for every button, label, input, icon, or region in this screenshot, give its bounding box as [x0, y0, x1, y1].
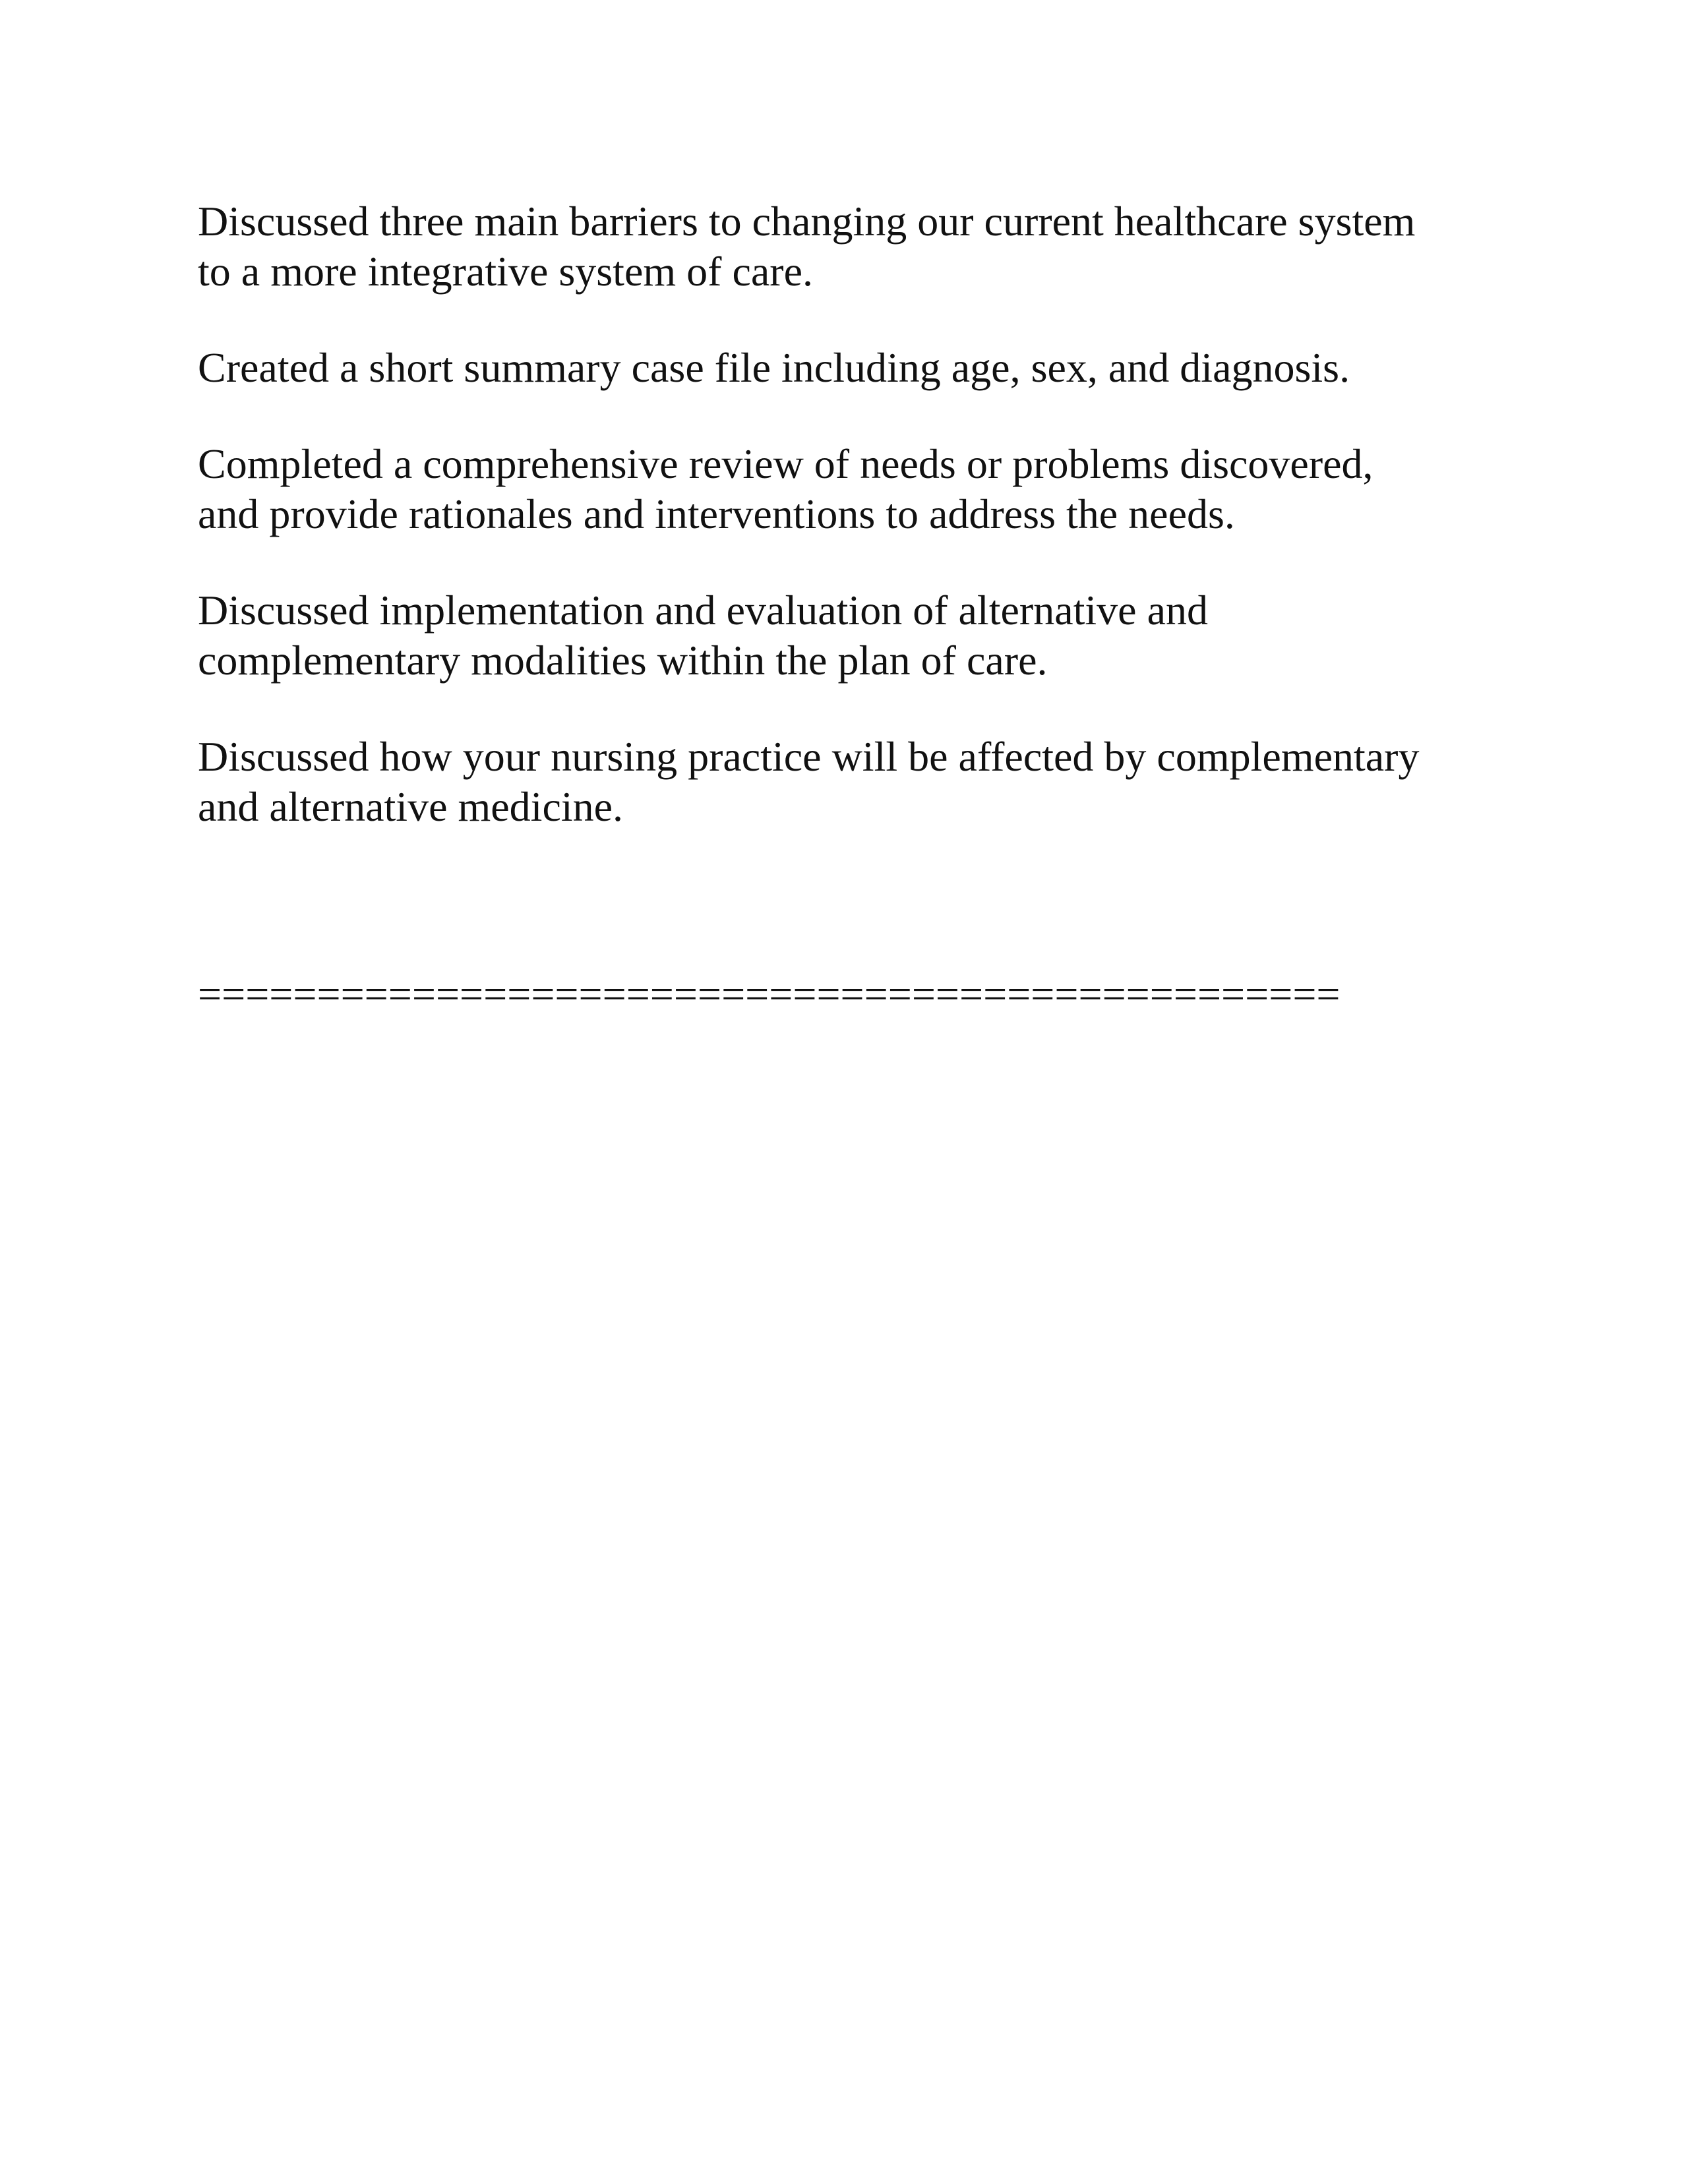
text-line: Completed a comprehensive review of needs or problems discovered,	[198, 440, 1373, 487]
paragraph-nursing-practice	[198, 732, 1517, 832]
text-line: Discussed implementation and evaluation of alternative and	[198, 587, 1208, 634]
paragraph-barriers	[198, 196, 1517, 297]
text-line: complementary modalities within the plan of care.	[198, 637, 1048, 684]
separator-line: ================================================	[198, 970, 1341, 1017]
paragraph-implementation	[198, 585, 1517, 686]
paragraph-review	[198, 439, 1517, 539]
text-line: Discussed how your nursing practice will be affected by complementary	[198, 733, 1420, 780]
document-body	[198, 196, 1517, 1019]
text-line: Created a short summary case file including age, sex, and diagnosis.	[198, 344, 1350, 391]
text-line: Discussed three main barriers to changing our current healthcare system	[198, 198, 1416, 245]
text-line: and alternative medicine.	[198, 783, 624, 830]
text-line: and provide rationales and interventions to address the needs.	[198, 490, 1235, 537]
paragraph-case-file	[198, 343, 1517, 393]
text-line: to a more integrative system of care.	[198, 248, 813, 295]
